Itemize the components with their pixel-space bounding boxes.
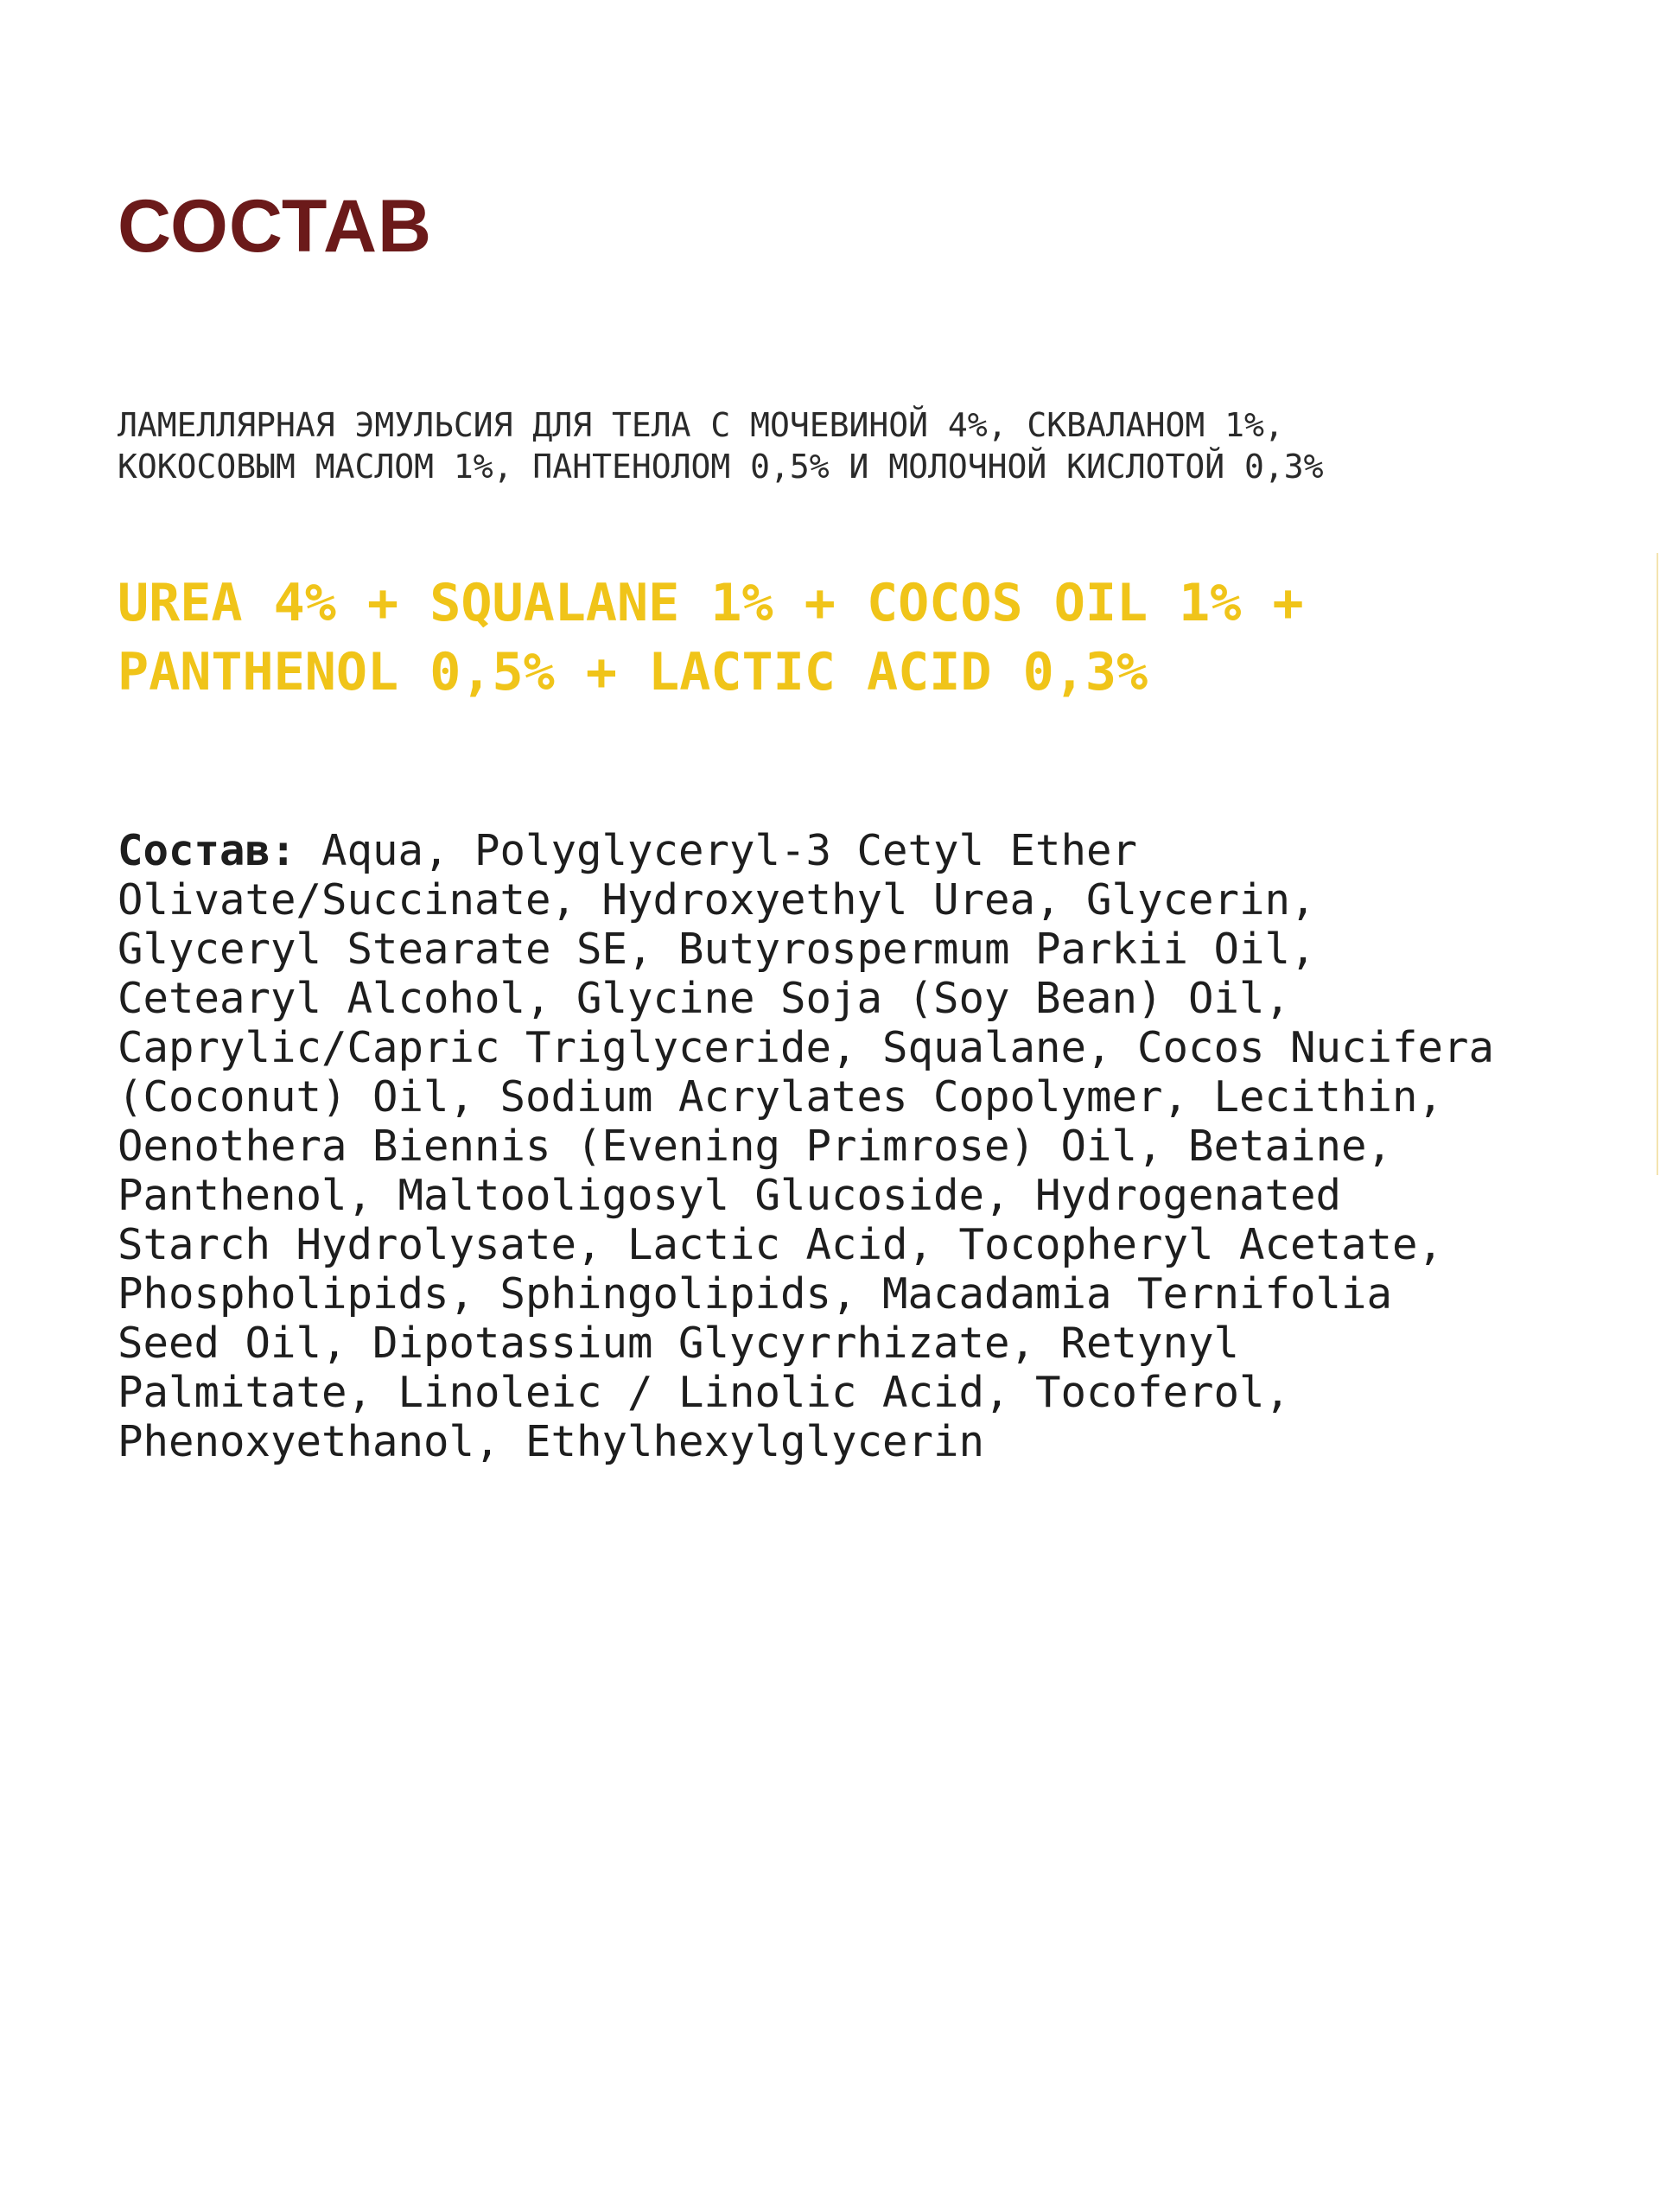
ingredients-line: Palmitate, Linoleic / Linolic Acid, Tocoferol, <box>118 1368 1291 1417</box>
ingredients-line: Panthenol, Maltooligosyl Glucoside, Hydrogenated <box>118 1171 1342 1220</box>
ingredients-line: Phenoxyethanol, Ethylhexylglycerin <box>118 1417 985 1466</box>
ingredients-line: Caprylic/Capric Triglyceride, Squalane, Cocos Nucifera <box>118 1023 1495 1072</box>
product-description <box>118 404 1552 487</box>
description-line: КОКОСОВЫМ МАСЛОМ 1%, ПАНТЕНОЛОМ 0,5% И МОЛОЧНОЙ КИСЛОТОЙ 0,3% <box>118 448 1324 486</box>
ingredients-line: Starch Hydrolysate, Lactic Acid, Tocopheryl Acetate, <box>118 1220 1444 1269</box>
active-ingredients-formula <box>118 569 1587 707</box>
ingredients-line: Olivate/Succinate, Hydroxyethyl Urea, Glycerin, <box>118 875 1316 925</box>
formula-line: UREA 4% + SQUALANE 1% + COCOS OIL 1% + <box>118 573 1304 633</box>
page-title: СОСТАВ <box>118 185 433 268</box>
ingredients-line: Seed Oil, Dipotassium Glycyrrhizate, Retynyl <box>118 1319 1240 1368</box>
formula-line: PANTHENOL 0,5% + LACTIC ACID 0,3% <box>118 642 1148 702</box>
ingredients-line <box>118 826 1604 875</box>
ingredients-line: Phospholipids, Sphingolipids, Macadamia Ternifolia <box>118 1269 1393 1319</box>
ingredients-line: Cetearyl Alcohol, Glycine Soja (Soy Bean) Oil, <box>118 974 1291 1023</box>
description-line: ЛАМЕЛЛЯРНАЯ ЭМУЛЬСИЯ ДЛЯ ТЕЛА С МОЧЕВИНОЙ 4%, СКВАЛАНОМ 1%, <box>118 406 1284 444</box>
ingredients-line: Oenothera Biennis (Evening Primrose) Oil, Betaine, <box>118 1122 1393 1171</box>
ingredients-line: Glyceryl Stearate SE, Butyrospermum Parkii Oil, <box>118 925 1316 974</box>
ingredients-label: Состав: <box>118 826 296 875</box>
edge-divider <box>1657 553 1658 1175</box>
ingredients-line: (Coconut) Oil, Sodium Acrylates Copolymer, Lecithin, <box>118 1072 1444 1122</box>
ingredients-text: Aqua, Polyglyceryl-3 Cetyl Ether <box>296 826 1138 875</box>
ingredients-list <box>118 826 1604 1466</box>
